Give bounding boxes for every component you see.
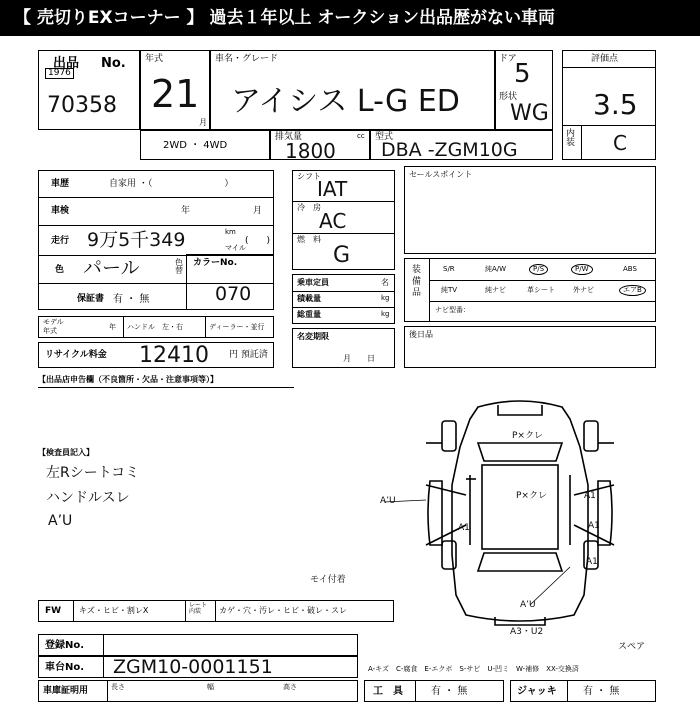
navi-model-label: ナビ型番：: [435, 306, 470, 314]
fw-label: FW: [45, 606, 62, 616]
mark-roof: P×クレ: [516, 491, 547, 501]
load-unit: kg: [381, 294, 390, 302]
inspector-note-1: 左Rシートコミ: [46, 465, 140, 481]
color-label: 色: [55, 265, 65, 275]
mark-right-rear-door: A1: [588, 521, 600, 531]
inspector-label: 【検査員記入】: [38, 448, 94, 457]
garage-row: [38, 680, 358, 702]
equip-abs: ABS: [623, 265, 637, 273]
equip-pw: P/W: [571, 264, 593, 275]
equip-ext-navi: 外ナビ: [573, 286, 594, 294]
dealer-options: ディーラー・並行: [209, 323, 265, 331]
name-change-box: [292, 328, 395, 368]
garage-length: 長さ: [111, 683, 125, 691]
equip-ps: P/S: [529, 264, 548, 275]
handle-options: ハンドル 左・右: [127, 323, 183, 331]
equipment-label: 装備品: [412, 265, 422, 299]
score-value: 3.5: [593, 88, 638, 121]
after-box: [404, 326, 656, 368]
registration-label: 登録No.: [45, 640, 85, 651]
load-label: 積載量: [297, 294, 321, 303]
equipment-box: [404, 258, 656, 322]
door-box: [495, 50, 553, 130]
colorno-box: [186, 254, 274, 310]
equip-seat: 革シート: [527, 286, 555, 294]
model-year-l2: 年式: [43, 327, 57, 335]
mark-bumper: A3・U2: [510, 627, 544, 637]
chassis-label: 車台No.: [45, 662, 85, 673]
name-change-unit: 月 日: [343, 354, 375, 363]
after-label: 後日品: [409, 330, 433, 339]
recycle-unit: 円 預託済: [229, 350, 268, 360]
warranty-options: 有 ・ 無: [113, 294, 150, 305]
model-year-row: [38, 316, 274, 338]
displacement-box: [270, 130, 370, 163]
fw-label2: レート内装: [189, 602, 208, 615]
inspector-note-3: A’U: [48, 513, 73, 529]
shape-label: 形状: [499, 92, 518, 102]
drive-text: 2WD ・ 4WD: [163, 140, 228, 151]
garage-width: 幅: [207, 683, 214, 691]
year-label: 年式: [145, 54, 164, 64]
score-label: 評価点: [591, 54, 619, 64]
tools-label: 工 具: [373, 686, 403, 697]
model-year-l1: モデル: [43, 318, 64, 326]
equip-airbag: エアB: [619, 285, 646, 296]
fw-text2: カゲ・穴・汚レ・ヒビ・破レ・スレ: [219, 606, 347, 615]
ac-value: AC: [319, 209, 347, 233]
lot-number: 70358: [47, 93, 117, 118]
type-value: DBA -ZGM10G: [381, 139, 518, 161]
garage-height: 高さ: [283, 683, 297, 691]
model-value: アイシス L-G ED: [231, 84, 460, 119]
year-unit: 月: [199, 118, 207, 127]
weight-label: 総重量: [297, 310, 321, 319]
drive-box: [140, 130, 270, 160]
warranty-label: 保証書: [77, 294, 105, 304]
tools-value: 有 ・ 無: [431, 686, 468, 697]
inspector-note-2: ハンドルスレ: [46, 490, 130, 506]
sales-point-box: [404, 166, 656, 254]
registration-row: [38, 634, 358, 656]
mark-left-rear-door: A1: [458, 523, 470, 533]
colorno-label: カラーNo.: [193, 258, 238, 268]
lot-box: [38, 50, 140, 130]
seller-note-label: 【出品店申告欄（不良箇所・欠品・注意事項等）】: [38, 375, 218, 384]
inspection-label: 車検: [51, 206, 70, 216]
mark-right-front: A1: [584, 491, 596, 501]
fw-row: [38, 600, 394, 622]
interior-value: C: [613, 131, 627, 155]
mark-right-quarter: A1: [586, 557, 598, 567]
displacement-value: 1800: [285, 139, 336, 163]
year-value: 21: [151, 72, 200, 116]
score-box: [562, 50, 656, 160]
lot-no-label: No.: [101, 56, 126, 71]
fuel-value: G: [333, 243, 351, 268]
year-box: [140, 50, 210, 130]
jack-value: 有 ・ 無: [583, 686, 620, 697]
sales-point-label: セールスポイント: [409, 170, 473, 179]
mileage-unit-km: km: [225, 228, 236, 236]
type-box: [370, 130, 553, 160]
weight-unit: kg: [381, 310, 390, 318]
equip-navi: 純ナビ: [485, 286, 506, 294]
mileage-unit-mile: マイル: [225, 244, 246, 252]
equip-sr: S/R: [443, 265, 455, 273]
interior-label: 内装: [566, 129, 576, 148]
capacity-table: [292, 274, 395, 324]
door-value: 5: [514, 59, 531, 89]
garage-label: 車庫証明用: [43, 686, 89, 696]
jack-label: ジャッキ: [517, 686, 557, 697]
shape-value: WG: [510, 101, 549, 126]
inspection-month: 月: [253, 206, 263, 216]
fuel-label: 燃 料: [297, 235, 321, 244]
mileage-label: 走行: [51, 236, 70, 246]
door-label: ドア: [499, 54, 517, 64]
recycle-value: 12410: [139, 343, 209, 368]
chassis-value: ZGM10-0001151: [113, 656, 273, 678]
repaint-label: 色替: [175, 258, 183, 275]
type-label: 型式: [375, 132, 394, 142]
auction-header: 【 売切りEXコーナー 】 過去１年以上 オークション出品歴がない車両: [0, 0, 700, 36]
history-label: 車歴: [51, 179, 70, 189]
equip-aw: 純A/W: [485, 265, 507, 273]
equip-tv: 純TV: [441, 286, 458, 294]
damage-legend: A-キズ C-腐食 E-エクボ S-サビ U-凹ミ W-補修 XX-交換済: [368, 665, 579, 673]
capacity-label: 乗車定員: [297, 278, 329, 287]
mileage-value: 9万5千349: [87, 229, 186, 251]
model-year-y: 年: [109, 323, 116, 331]
color-value: パール: [83, 257, 140, 279]
spare-label: スペア: [618, 642, 646, 652]
model-box: [210, 50, 495, 130]
fw-text: キズ・ヒビ・割レX: [79, 606, 149, 615]
inspection-year: 年: [181, 206, 191, 216]
lot-sub: 1976: [45, 68, 74, 79]
shift-value: IAT: [317, 177, 348, 201]
mark-left-side: A’U: [380, 496, 396, 506]
name-change-label: 名変期限: [297, 332, 329, 341]
tools-row: [364, 680, 504, 702]
mark-hood: P×クレ: [512, 431, 543, 441]
shift-ac-fuel-table: [292, 170, 395, 270]
recycle-box: [38, 342, 274, 368]
jack-row: [510, 680, 656, 702]
colorno-value: 070: [215, 283, 252, 305]
ac-label: 冷 房: [297, 203, 321, 212]
model-label: 車名・グレード: [215, 54, 279, 64]
mileage-paren: ( ): [245, 236, 271, 246]
history-value: 自家用 ・（ ）: [109, 179, 234, 189]
displacement-unit: cc: [357, 132, 365, 140]
recycle-label: リサイクル料金: [45, 350, 107, 360]
mark-rear: A’U: [520, 600, 536, 610]
capacity-unit: 名: [381, 278, 389, 287]
mark-tailgate: モイ付着: [310, 575, 346, 585]
lot-dept-label: 出品: [53, 56, 80, 71]
shift-label: シフト: [297, 172, 321, 181]
chassis-row: [38, 656, 358, 678]
displacement-label: 排気量: [275, 132, 303, 142]
